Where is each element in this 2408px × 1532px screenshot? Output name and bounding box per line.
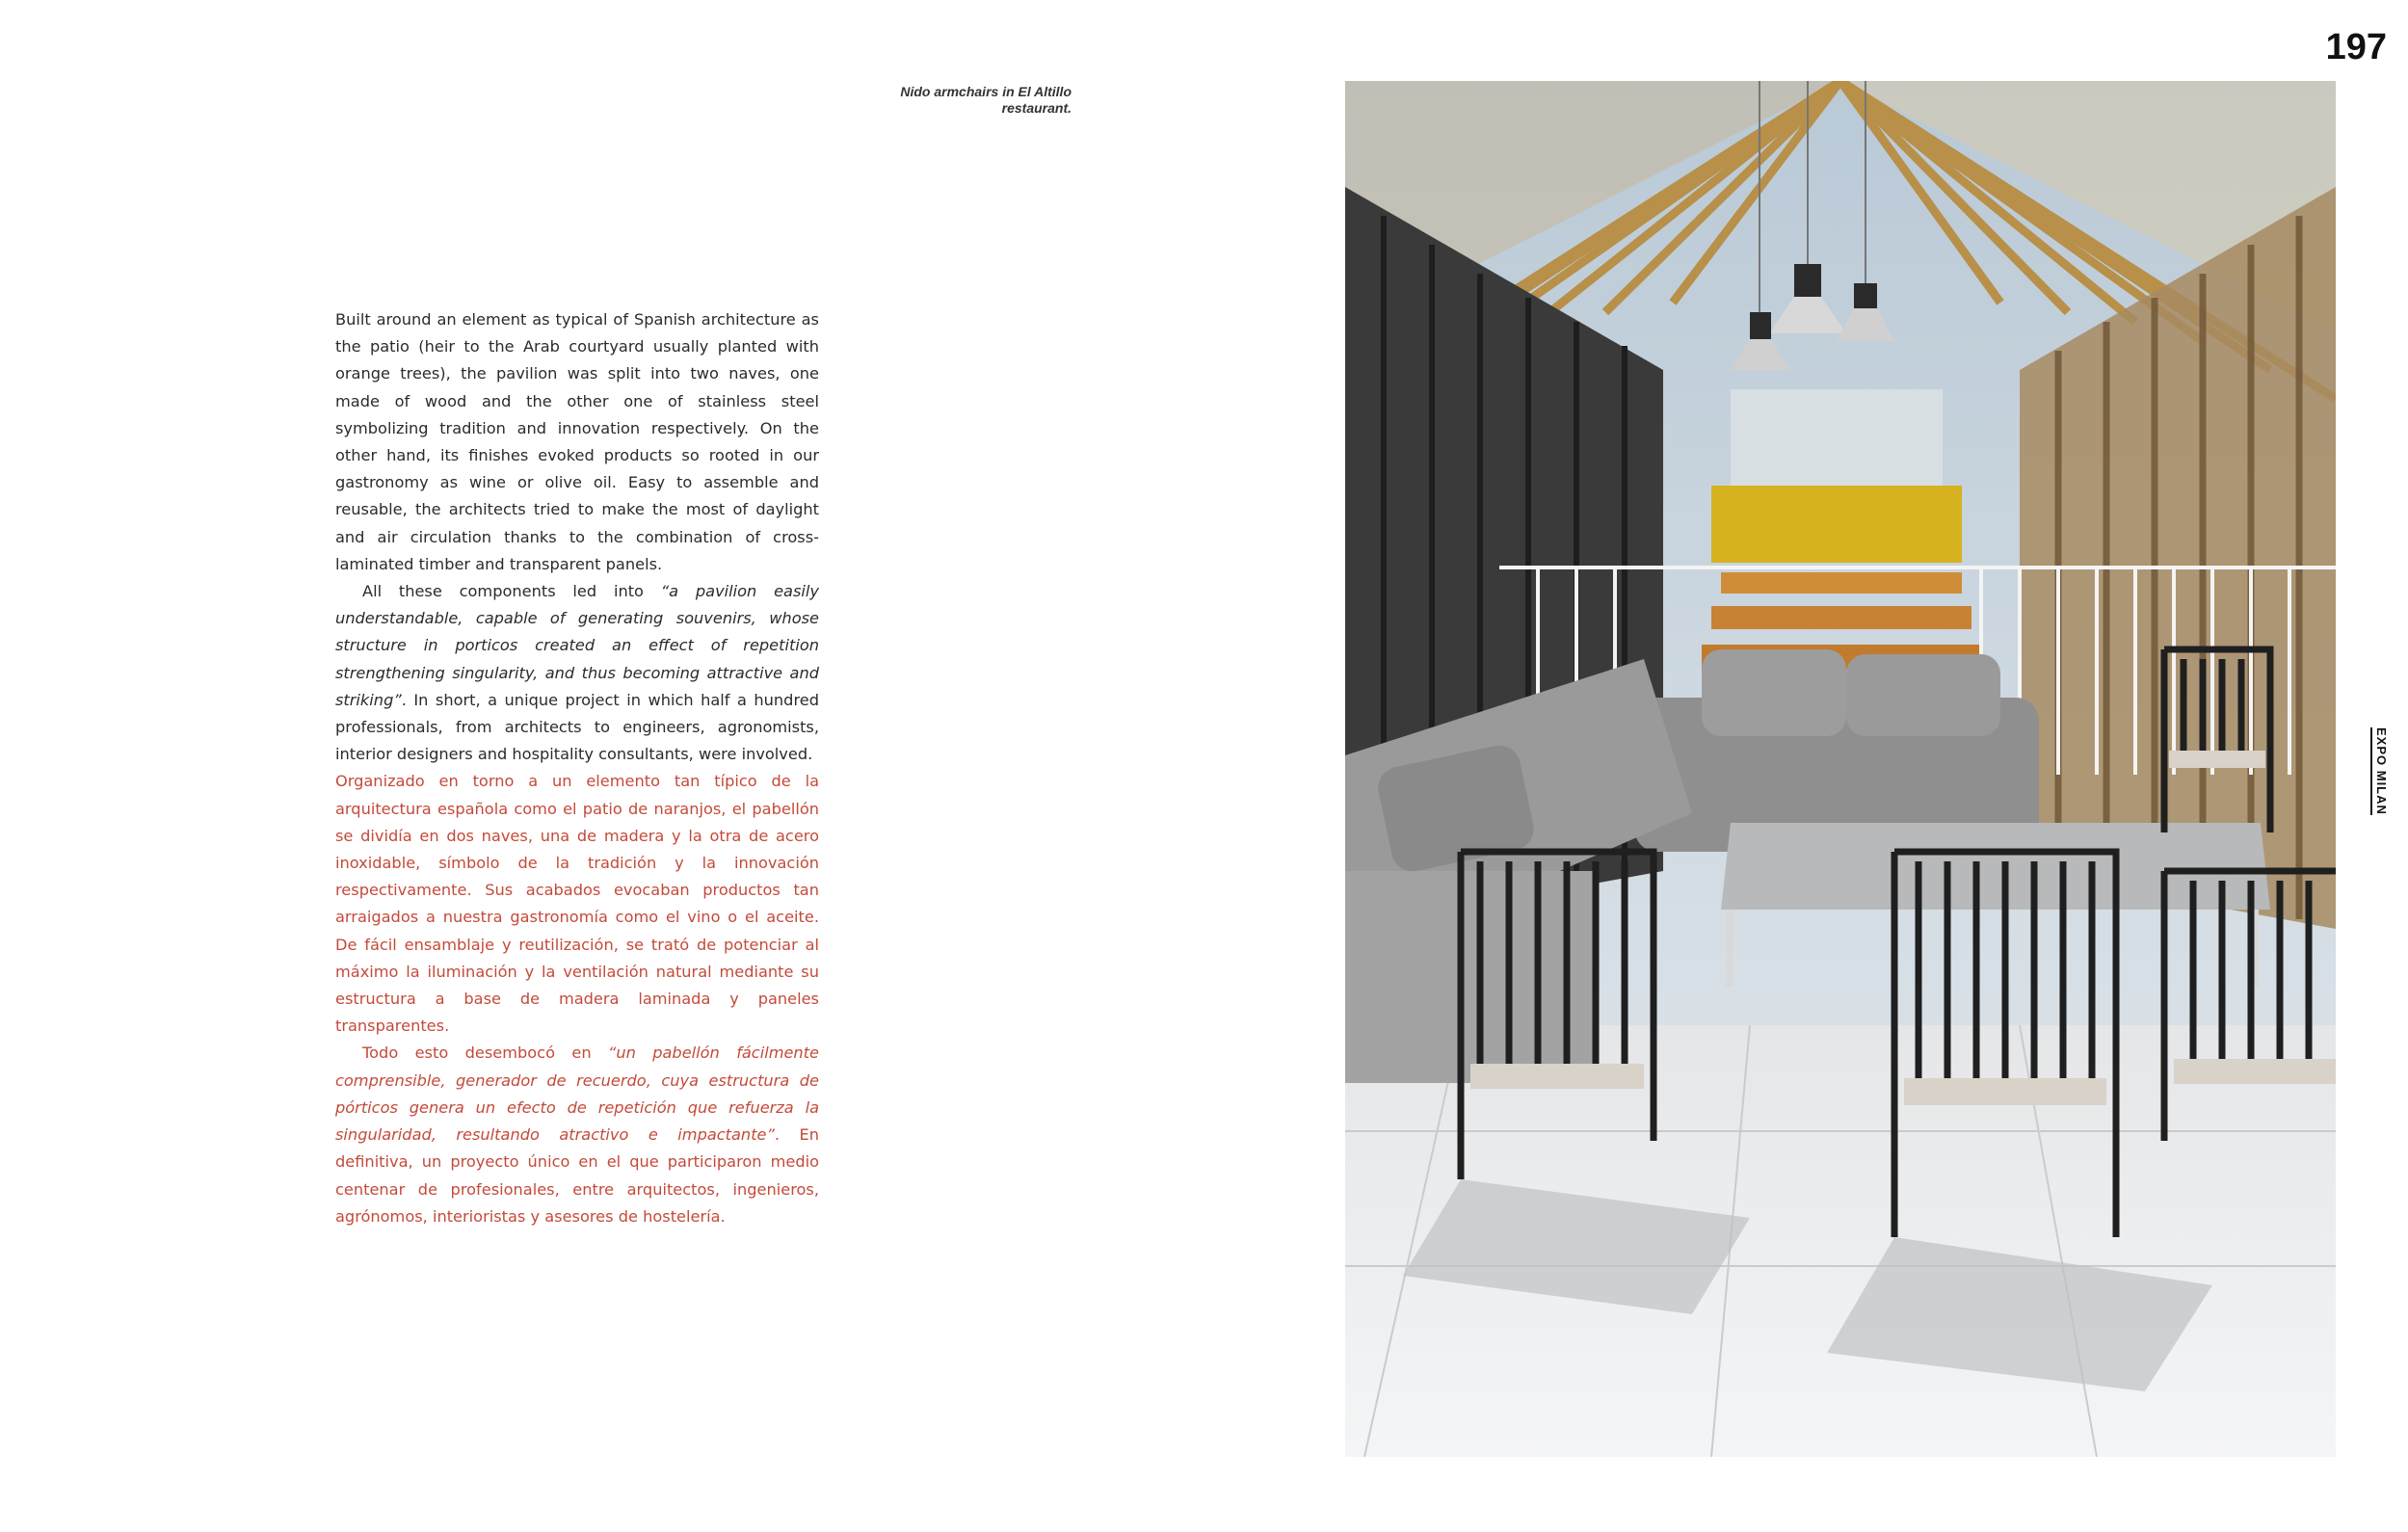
english-paragraph-2-lead: All these components led into: [362, 582, 661, 601]
restaurant-photo: [1345, 81, 2336, 1457]
spanish-paragraph-2: [335, 1040, 819, 1229]
english-quote: “a pavilion easily understandable, capable of generating souvenirs, whose structure in porticos created an effect of repetition strengthening singularity, and thus becoming attractive and striking”: [335, 582, 819, 709]
spanish-paragraph-2-tail: . En definitiva, un proyecto único en el que participaron medio centenar de profesionales, entre arquitectos, ingenieros, agrónomos, interioristas y asesores de hostelería.: [335, 1125, 819, 1226]
spanish-paragraph-1: Organizado en torno a un elemento tan típico de la arquitectura española como el patio de naranjos, el pabellón se dividía en dos naves, una de madera y la otra de acero inoxidable, símbolo de la tradición y la innovación respectivamente. Sus acabados evocaban productos tan arraigados a nuestra gastronomía como el vino o el aceite. De fácil ensamblaje y reutilización, se trató de potenciar al máximo la iluminación y la ventilación natural mediante su estructura a base de madera laminada y paneles transparentes.: [335, 772, 819, 1036]
caption-line-2: restaurant.: [1001, 100, 1072, 116]
spanish-quote: “un pabellón fácilmente comprensible, generador de recuerdo, cuya estructura de pórticos genera un efecto de repetición que refuerza la singularidad, resultando atractivo e impactante”: [335, 1043, 819, 1145]
photo-caption: [848, 84, 1072, 117]
english-paragraph-2-tail: . In short, a unique project in which half a hundred professionals, from architects to engineers, agronomists, interior designers and hospitality consultants, were involved.: [335, 690, 819, 764]
caption-line-1: Nido armchairs in El Altillo: [900, 84, 1072, 99]
article-text-column: [335, 306, 819, 1230]
english-paragraph-2: [335, 578, 819, 768]
spanish-paragraph-2-lead: Todo esto desembocó en: [362, 1043, 608, 1063]
page-number: 197: [2325, 27, 2387, 67]
restaurant-photo-illustration: [1345, 81, 2336, 1457]
english-paragraph-1: Built around an element as typical of Spanish architecture as the patio (heir to the Arab courtyard usually planted with orange trees), the pavilion was split into two naves, one made of wood and the other one of stainless steel symbolizing tradition and innovation respectively. On the other hand, its finishes evoked products so rooted in our gastronomy as wine or olive oil. Easy to assemble and reusable, the architects tried to make the most of daylight and air circulation thanks to the combination of cross-laminated timber and transparent panels.: [335, 310, 819, 573]
section-label: EXPO MILAN: [2370, 727, 2389, 815]
